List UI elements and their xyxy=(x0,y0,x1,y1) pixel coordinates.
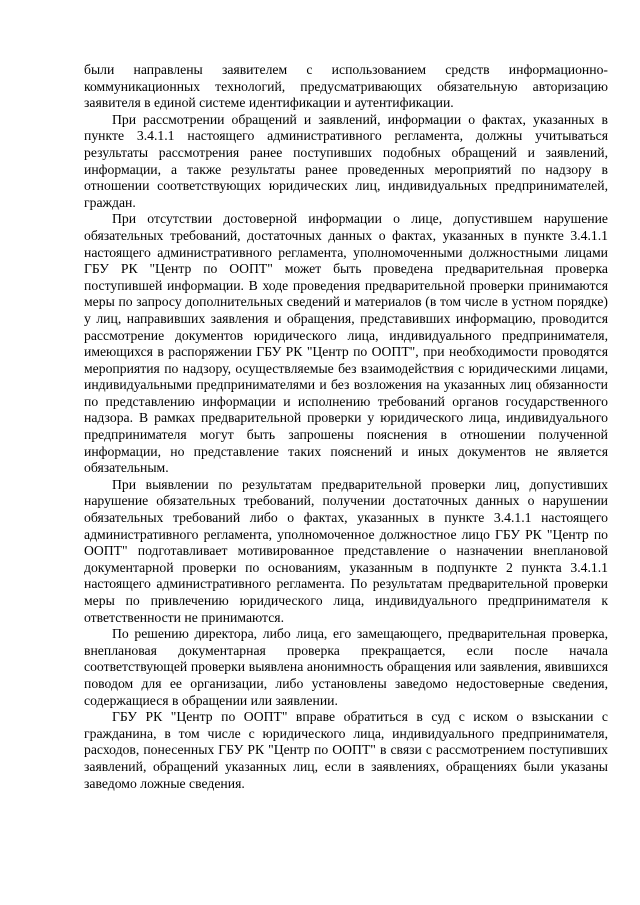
paragraph-3: При отсутствии достоверной информации о лице, допустившем нарушение обязательных требований, достаточных данных о фактах, указанных в пункте 3.4.1.1 настоящего административного регламента, уполномоченными должностными лицами ГБУ РК "Центр по ООПТ" может быть проведена предварительная проверка поступившей информации. В ходе проведения предварительной проверки принимаются меры по запросу дополнительных сведений и материалов (в том числе в устном порядке) у лиц, направивших заявления и обращения, представивших информацию, проводится рассмотрение документов юридического лица, индивидуального предпринимателя, имеющихся в распоряжении ГБУ РК "Центр по ООПТ", при необходимости проводятся мероприятия по надзору, осуществляемые без взаимодействия с юридическими лицами, индивидуальными предпринимателями и без возложения на указанных лиц обязанности по представлению информации и исполнению требований органов государственного надзора. В рамках предварительной проверки у юридического лица, индивидуального предпринимателя могут быть запрошены пояснения в отношении полученной информации, но представление таких пояснений и иных документов не является обязательным. xyxy=(84,211,608,476)
paragraph-6: ГБУ РК "Центр по ООПТ" вправе обратиться в суд с иском о взыскании с гражданина, в том числе с юридического лица, индивидуального предпринимателя, расходов, понесенных ГБУ РК "Центр по ООПТ" в связи с рассмотрением поступивших заявлений, обращений указанных лиц, если в заявлениях, обращениях были указаны заведомо ложные сведения. xyxy=(84,709,608,791)
paragraph-1: были направлены заявителем с использованием средств информационно-коммуникационных технологий, предусматривающих обязательную авторизацию заявителя в единой системе идентификации и аутентификации. xyxy=(84,62,608,111)
paragraph-4: При выявлении по результатам предварительной проверки лиц, допустивших нарушение обязательных требований, получении достаточных данных о нарушении обязательных требований либо о фактах, указанных в пункте 3.4.1.1 настоящего административного регламента, уполномоченное должностное лицо ГБУ РК "Центр по ООПТ" подготавливает мотивированное представление о назначении внеплановой документарной проверки по основаниям, указанным в подпункте 2 пункта 3.4.1.1 настоящего административного регламента. По результатам предварительной проверки меры по привлечению юридического лица, индивидуального предпринимателя к ответственности не принимаются. xyxy=(84,476,608,625)
paragraph-2: При рассмотрении обращений и заявлений, информации о фактах, указанных в пункте 3.4.1.1 настоящего административного регламента, должны учитываться результаты рассмотрения ранее поступивших подобных обращений и заявлений, информации, а также результаты ранее проведенных мероприятий по надзору в отношении соответствующих юридических лиц, индивидуальных предпринимателей, граждан. xyxy=(84,111,608,210)
paragraph-5: По решению директора, либо лица, его замещающего, предварительная проверка, внеплановая документарная проверка прекращается, если после начала соответствующей проверки выявлена анонимность обращения или заявления, явившихся поводом для ее организации, либо установлены заведомо недостоверные сведения, содержащиеся в обращении или заявлении. xyxy=(84,626,608,708)
